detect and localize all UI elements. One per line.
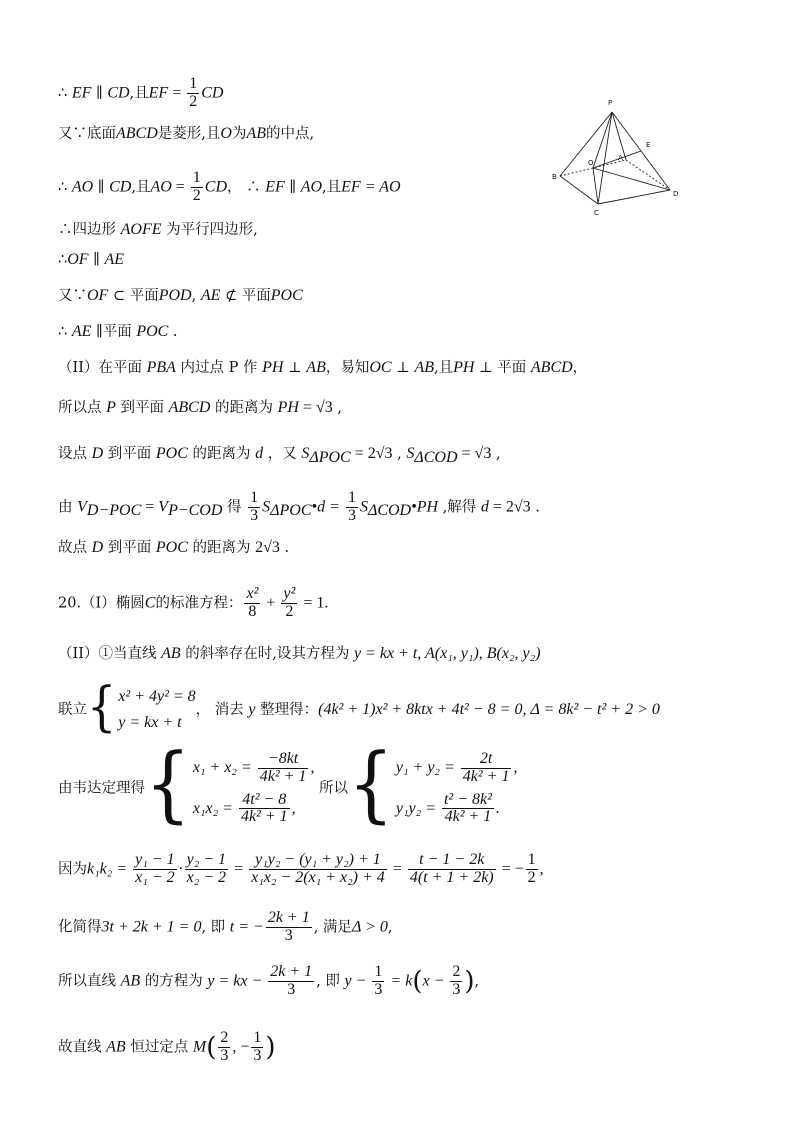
math: AO — [300, 178, 323, 196]
denominator: 3 — [452, 980, 461, 998]
math: OC — [369, 359, 392, 376]
text: 内过点 P 作 — [175, 360, 263, 376]
math: AB — [306, 359, 326, 376]
fraction — [346, 490, 358, 525]
subscript: ΔCOD — [414, 448, 458, 466]
fraction — [450, 964, 462, 999]
text: . — [279, 540, 290, 556]
edge-bc — [560, 176, 598, 204]
text: 的标准方程： — [155, 595, 243, 612]
text: 的斜率存在时,设其方程为 — [180, 646, 354, 662]
math: POC — [155, 539, 188, 556]
text: ,且 — [433, 360, 454, 376]
math: . — [495, 799, 500, 817]
denominator: 3 — [220, 1046, 229, 1064]
denominator: 2 — [285, 602, 294, 620]
text: ∥ — [284, 179, 301, 196]
segment-oc — [593, 168, 598, 204]
line-5 — [58, 250, 124, 270]
math: O — [220, 125, 232, 142]
text: 到平面 — [103, 540, 156, 556]
math: = k — [386, 972, 413, 990]
label-c: C — [594, 209, 599, 217]
math: CD — [201, 84, 224, 102]
math: EF — [71, 84, 92, 102]
numerator: y₁y₂ − (y₁ + y₂) + 1 — [249, 852, 387, 870]
fraction — [218, 1030, 230, 1065]
brace: { — [145, 735, 191, 832]
text: 由韦达定理得 — [58, 780, 145, 797]
math: V — [77, 498, 87, 516]
denominator: 4k² + 1 — [444, 808, 492, 826]
numerator: 2 — [452, 963, 461, 980]
math: PBA — [146, 359, 176, 376]
numerator: 1 — [527, 851, 536, 868]
paren-close: ) — [464, 966, 475, 997]
text: , 即 — [201, 919, 230, 936]
text: ⊥ 平面 — [474, 360, 531, 376]
text: 的距离为 — [210, 400, 278, 416]
fraction — [133, 852, 176, 887]
text: ,且 — [322, 179, 342, 196]
denominator: 3 — [287, 980, 296, 998]
line-1 — [58, 76, 223, 111]
math: y − — [344, 972, 371, 990]
math: AB — [414, 359, 434, 376]
math: S — [359, 498, 368, 516]
numerator: 1 — [374, 963, 383, 980]
brace: { — [348, 735, 394, 832]
math: , — [291, 799, 296, 817]
system-rows — [193, 748, 315, 829]
edge-pc — [598, 112, 612, 204]
equation: y = kx + t — [118, 714, 182, 731]
system-rows — [396, 748, 518, 829]
math: AB — [246, 125, 266, 142]
text: 又∵底面 — [58, 126, 116, 142]
math: · — [178, 860, 183, 878]
text: , — [387, 919, 393, 936]
math: 2√3 — [255, 539, 280, 556]
math: S — [262, 498, 271, 516]
math: = — [168, 84, 186, 102]
text: 恒过定点 — [125, 1039, 193, 1056]
denominator: 2 — [192, 186, 201, 204]
math: OF — [87, 287, 109, 304]
math: AO — [150, 178, 172, 196]
line-2 — [58, 124, 314, 144]
label-b: B — [552, 173, 557, 181]
text: ∴ — [58, 324, 72, 340]
math: x₁x₂ = — [192, 799, 237, 817]
math: k₁k₂ = — [87, 860, 132, 878]
math: EF — [148, 84, 169, 102]
math: D — [91, 539, 104, 556]
text: 的距离为 — [187, 540, 256, 556]
fraction — [461, 751, 512, 786]
fraction — [251, 1030, 263, 1065]
text: 所以点 — [58, 400, 107, 416]
math: •PH — [411, 498, 439, 516]
equation — [396, 751, 518, 786]
math: P — [106, 399, 116, 416]
subscript: D−POC — [86, 502, 142, 520]
equation — [193, 751, 315, 786]
line-14 — [58, 644, 541, 664]
math: EF — [265, 178, 285, 196]
text: ,解得 — [438, 499, 481, 516]
line-8 — [58, 358, 587, 378]
math: = − — [497, 860, 524, 878]
text: 所以直线 — [58, 973, 121, 990]
text: 设点 — [58, 446, 92, 462]
math: AE — [71, 323, 92, 340]
math: OF — [67, 251, 89, 268]
denominator: 4k² + 1 — [462, 767, 510, 785]
line-10 — [58, 444, 501, 468]
numerator: 1 — [347, 489, 356, 506]
text: , — [392, 446, 407, 462]
equation-system — [348, 735, 518, 832]
equation-system — [87, 675, 196, 738]
math: M — [192, 1038, 207, 1056]
denominator: 2 — [527, 868, 536, 886]
subscript: ΔCOD — [367, 502, 412, 520]
math: x₁ + x₂ = — [192, 758, 256, 776]
math: AB — [106, 1038, 126, 1056]
math: = 2√3 — [350, 445, 393, 462]
text: ⊥ — [391, 360, 415, 376]
subscript: P−COD — [168, 502, 223, 520]
fraction — [258, 751, 309, 786]
text: 所以 — [314, 780, 349, 797]
fraction — [526, 852, 538, 887]
text: 因为 — [58, 861, 87, 878]
denominator: x₁x₂ − 2(x₁ + x₂) + 4 — [251, 868, 385, 886]
fraction — [239, 792, 290, 827]
math: PH — [453, 359, 475, 376]
math: POC — [155, 445, 188, 462]
text: 故点 — [58, 540, 92, 556]
numerator: 2 — [220, 1029, 229, 1046]
edge-pa — [612, 112, 626, 160]
math: D — [91, 445, 104, 462]
math: = 1. — [299, 594, 329, 612]
text: 又∵ — [58, 288, 87, 304]
math: ABCD — [168, 399, 211, 416]
denominator: 3 — [250, 506, 259, 524]
math: POC — [136, 323, 169, 340]
text: ∴四边形 — [58, 222, 121, 238]
line-19 — [58, 964, 479, 999]
numerator: 2k + 1 — [270, 963, 313, 980]
numerator: t² − 8k² — [443, 790, 492, 808]
text: 20.（I）椭圆 — [58, 595, 145, 612]
paren-open: ( — [412, 966, 423, 997]
denominator: 3 — [347, 506, 356, 524]
text: 为 — [231, 126, 247, 142]
math: t = − — [229, 918, 264, 936]
math: ABCD — [530, 359, 573, 376]
numerator: −8kt — [258, 751, 309, 769]
line-13 — [58, 586, 328, 621]
denominator: 4k² + 1 — [259, 767, 307, 785]
equation — [396, 792, 518, 827]
math: AO — [71, 178, 94, 196]
text: 化简得 — [58, 919, 102, 936]
text: ∴ — [58, 179, 72, 196]
numerator: t − 1 − 2k — [408, 852, 496, 870]
text: ，又 — [263, 446, 302, 462]
fraction — [244, 586, 260, 621]
math: POC — [270, 287, 303, 304]
math: = — [230, 860, 248, 878]
fraction — [191, 170, 203, 205]
text: 的中点, — [266, 126, 315, 142]
denominator: 4(t + 1 + 2k) — [409, 868, 494, 886]
math: ABCD — [116, 125, 158, 142]
math: AOFE — [120, 221, 162, 238]
edge-ad — [626, 160, 670, 190]
fraction — [281, 586, 297, 621]
label-e: E — [646, 141, 651, 149]
math: POD — [158, 287, 192, 304]
text: . — [168, 324, 178, 340]
math: AE — [200, 287, 221, 304]
label-o: O — [588, 159, 594, 167]
math: y — [248, 701, 256, 718]
text: , — [474, 973, 480, 990]
math: = — [388, 860, 406, 878]
math: PH — [277, 399, 299, 416]
paren-open: ( — [206, 1032, 217, 1063]
math: , − — [232, 1038, 250, 1056]
math: S — [301, 445, 310, 462]
text: ∥ — [91, 85, 108, 102]
numerator: x² — [246, 585, 259, 602]
segment-od — [593, 168, 670, 190]
text: ,且 — [131, 179, 151, 196]
math: V — [158, 498, 169, 516]
text: , 即 — [316, 973, 345, 990]
text: ，易知 — [325, 360, 370, 376]
math: PH — [262, 359, 284, 376]
paren-close: ) — [265, 1032, 276, 1063]
math: , — [539, 860, 544, 878]
text: ⊂ 平面 — [108, 288, 159, 304]
numerator: y² — [283, 585, 296, 602]
math: y₁y₂ = — [395, 799, 440, 817]
denominator: 3 — [284, 926, 293, 944]
text: 的距离为 — [187, 446, 256, 462]
numerator: 1 — [192, 169, 201, 186]
math: = 2√3 — [488, 498, 531, 516]
text: ∴ — [58, 85, 72, 102]
pyramid-figure — [548, 96, 688, 218]
math: AB — [120, 972, 141, 990]
text: ， 消去 — [195, 702, 249, 718]
line-15 — [58, 675, 660, 738]
math: = √3 — [298, 399, 333, 416]
fraction — [185, 852, 228, 887]
text: 的方程为 — [140, 973, 208, 990]
equation-system — [145, 735, 315, 832]
math: •d = — [311, 498, 344, 516]
math: y₁ + y₂ = — [395, 758, 459, 776]
fraction — [442, 792, 494, 827]
system-rows — [118, 684, 195, 736]
numerator: 2k + 1 — [267, 909, 310, 926]
fraction — [408, 852, 496, 887]
text: ∥平面 — [91, 324, 137, 340]
line-16 — [58, 735, 518, 832]
text: ， ∴ — [227, 179, 266, 196]
line-3 — [58, 170, 401, 205]
text: 到平面 — [103, 446, 156, 462]
numerator: 1 — [189, 75, 198, 92]
math: , — [513, 758, 518, 776]
math: d — [255, 445, 264, 462]
text: 整理得： — [255, 702, 319, 718]
line-6 — [58, 286, 303, 306]
text: ,且 — [129, 85, 149, 102]
text: , 满足 — [313, 919, 352, 936]
math: S — [406, 445, 415, 462]
text: ∴ — [58, 252, 68, 268]
line-11 — [58, 490, 540, 525]
fraction — [248, 490, 260, 525]
math: x − — [422, 972, 449, 990]
math: EF = AO — [341, 178, 401, 196]
math: = — [141, 498, 159, 516]
text: 是菱形,且 — [157, 126, 221, 142]
brace: { — [87, 675, 117, 738]
text: ， — [572, 360, 588, 376]
math: , — [310, 758, 315, 776]
numerator: y₁ − 1 — [135, 851, 175, 868]
math: y = kx − — [207, 972, 267, 990]
fraction — [372, 964, 384, 999]
fraction — [187, 76, 199, 111]
math: CD — [204, 178, 228, 196]
denominator: x₁ − 2 — [135, 868, 175, 886]
edge-pb — [560, 112, 612, 176]
line-9 — [58, 398, 342, 418]
math: AE — [104, 251, 125, 268]
text: （II）在平面 — [58, 360, 147, 376]
text: 故直线 — [58, 1039, 107, 1056]
line-17 — [58, 852, 544, 887]
text: , — [332, 400, 342, 416]
line-18 — [58, 910, 392, 945]
denominator: 4k² + 1 — [240, 808, 288, 826]
fraction — [268, 964, 314, 999]
numerator: 2t — [461, 751, 512, 769]
text: , — [491, 446, 501, 462]
line-12 — [58, 538, 289, 558]
equation: x² + 4y² = 8 — [118, 688, 196, 705]
math: y = kx + t, A(x₁, y₁), B(x₂, y₂) — [353, 645, 541, 662]
label-a: A — [618, 154, 623, 162]
math: (4k² + 1)x² + 8ktx + 4t² − 8 = 0, Δ = 8k² − t² + 2 > 0 — [318, 701, 660, 718]
math: CD — [107, 84, 130, 102]
text: ∥ — [88, 252, 105, 268]
text: 联立 — [58, 702, 87, 718]
denominator: 3 — [253, 1046, 262, 1064]
math: + — [262, 594, 280, 612]
denominator: 8 — [248, 602, 257, 620]
fraction — [249, 852, 387, 887]
text: ∥ — [93, 179, 110, 196]
math: C — [144, 594, 156, 612]
line-4 — [58, 220, 258, 240]
edge-cd — [598, 190, 670, 204]
numerator: 1 — [253, 1029, 262, 1046]
text: , — [191, 288, 201, 304]
label-p: P — [608, 99, 613, 107]
fraction — [266, 910, 312, 945]
label-d: D — [673, 190, 679, 198]
line-20 — [58, 1030, 276, 1065]
math: 3t + 2k + 1 = 0 — [101, 918, 202, 936]
math: = — [171, 178, 189, 196]
denominator: x₂ − 2 — [186, 868, 227, 886]
denominator: 2 — [189, 92, 198, 110]
math: = √3 — [457, 445, 492, 462]
math: Δ > 0 — [351, 918, 388, 936]
text: 到平面 — [115, 400, 169, 416]
line-7 — [58, 322, 178, 342]
numerator: 4t² − 8 — [239, 792, 290, 810]
text: 由 — [58, 499, 78, 516]
subscript: ΔPOC — [270, 502, 312, 520]
text: 得 — [222, 499, 247, 516]
equation — [193, 792, 315, 827]
subscript: ΔPOC — [309, 448, 351, 466]
text: . — [530, 499, 540, 516]
math: AB — [161, 645, 181, 662]
math: CD — [109, 178, 132, 196]
denominator: 3 — [374, 980, 383, 998]
text: 为平行四边形, — [161, 222, 258, 238]
math: d — [480, 498, 489, 516]
text: ⊄ 平面 — [220, 288, 271, 304]
text: ⊥ — [283, 360, 307, 376]
segment-po — [593, 112, 612, 168]
numerator: 1 — [250, 489, 259, 506]
text: （II）①当直线 — [58, 646, 162, 662]
numerator: y₂ − 1 — [186, 851, 227, 868]
